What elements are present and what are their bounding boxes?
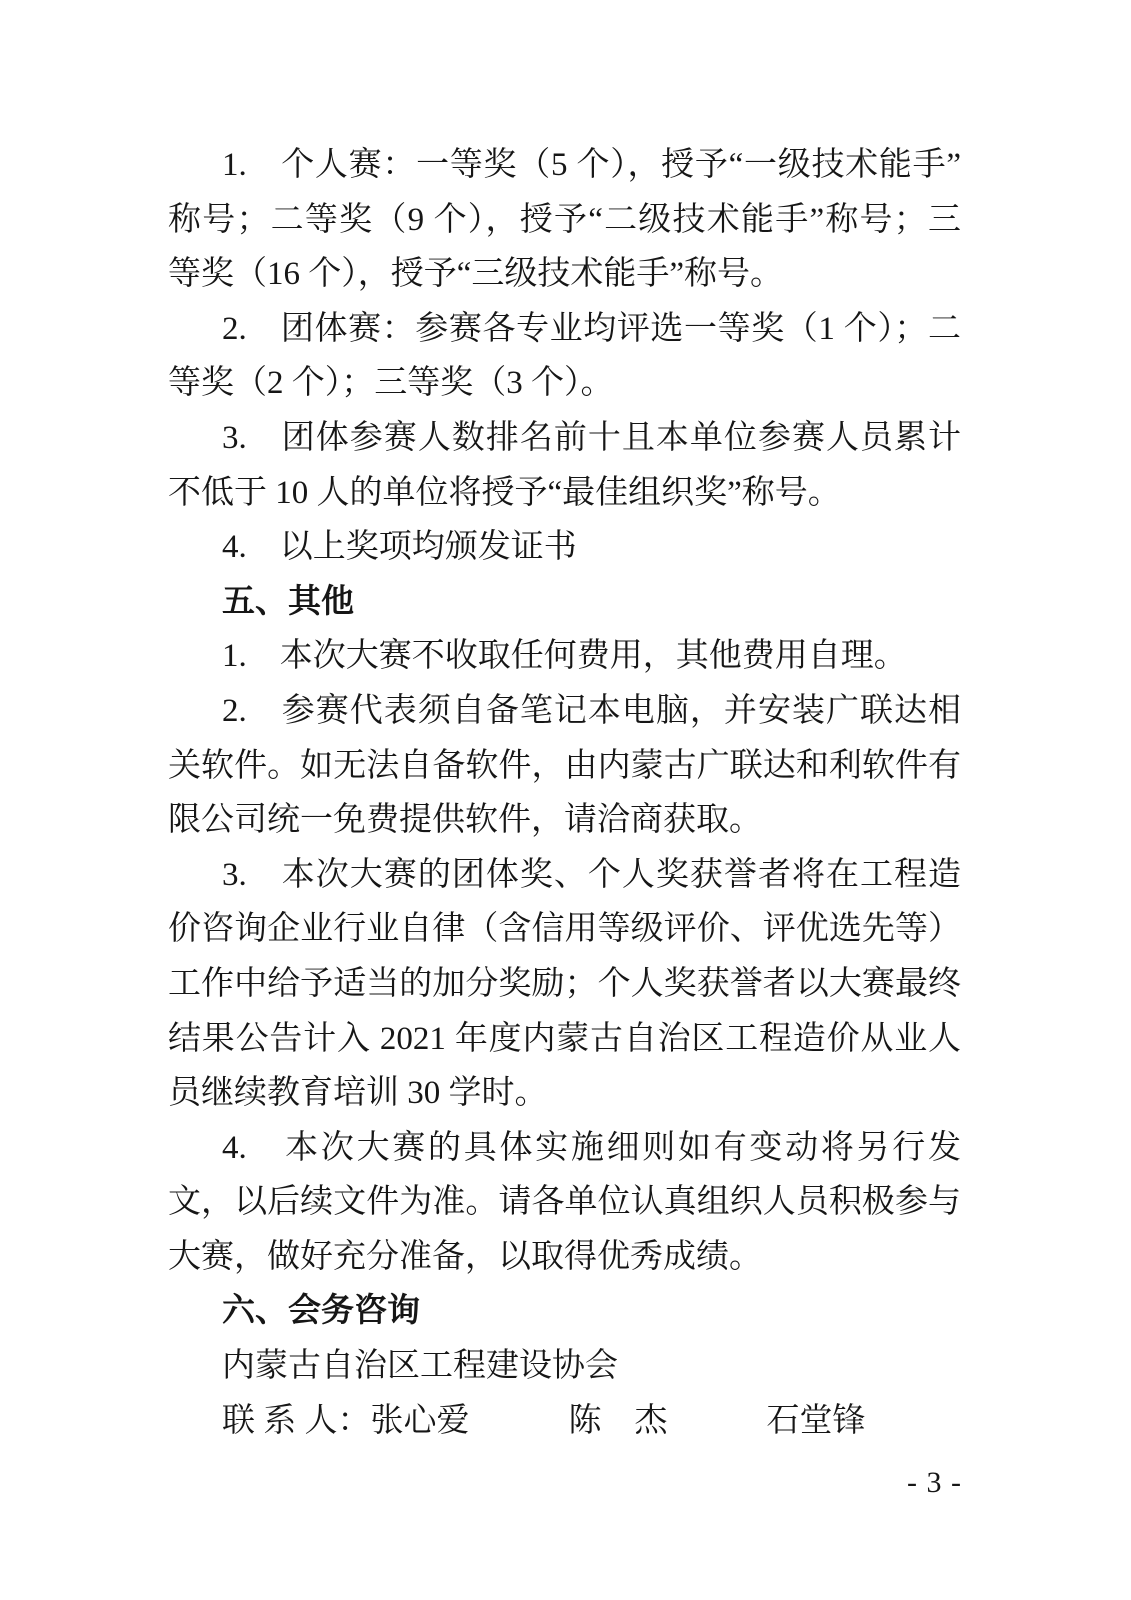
para-individual-awards: 1. 个人赛：一等奖（5 个），授予“一级技术能手”称号；二等奖（9 个），授予“二级技术能手”称号；三等奖（16 个），授予“三级技术能手”称号。 <box>168 147 961 293</box>
para-implementation-rules: 4. 本次大赛的具体实施细则如有变动将另行发文，以后续文件为准。请各单位认真组织人员积极参与大赛，做好充分准备，以取得优秀成绩。 <box>168 1129 961 1275</box>
heading-section-five-others: 五、其他 <box>222 583 354 620</box>
para-team-awards: 2. 团体赛：参赛各专业均评选一等奖（1 个）；二等奖（2 个）；三等奖（3 个）。 <box>168 310 961 402</box>
heading-section-six-contact: 六、会务咨询 <box>222 1293 420 1330</box>
para-no-fees: 1. 本次大赛不收取任何费用，其他费用自理。 <box>222 638 907 675</box>
page-number: - 3 - <box>907 1466 962 1499</box>
para-certificates: 4. 以上奖项均颁发证书 <box>222 529 577 566</box>
para-laptop-software: 2. 参赛代表须自备笔记本电脑，并安装广联达相关软件。如无法自备软件，由内蒙古广联达和利软件有限公司统一免费提供软件，请洽商获取。 <box>168 692 961 839</box>
para-association-name: 内蒙古自治区工程建设协会 <box>222 1348 618 1385</box>
para-contact-persons: 联 系 人：张心爱 陈 杰 石堂锋 <box>222 1402 866 1439</box>
para-best-organization-award: 3. 团体参赛人数排名前十且本单位参赛人员累计不低于 10 人的单位将授予“最佳组织奖”称号。 <box>168 419 961 511</box>
para-bonus-and-credit: 3. 本次大赛的团体奖、个人奖获誉者将在工程造价咨询企业行业自律（含信用等级评价、评优选先等）工作中给予适当的加分奖励；个人奖获誉者以大赛最终结果公告计入 2021 年度内蒙古自治区工程造价从业人员继续教育培训 30 学时。 <box>168 856 961 1112</box>
